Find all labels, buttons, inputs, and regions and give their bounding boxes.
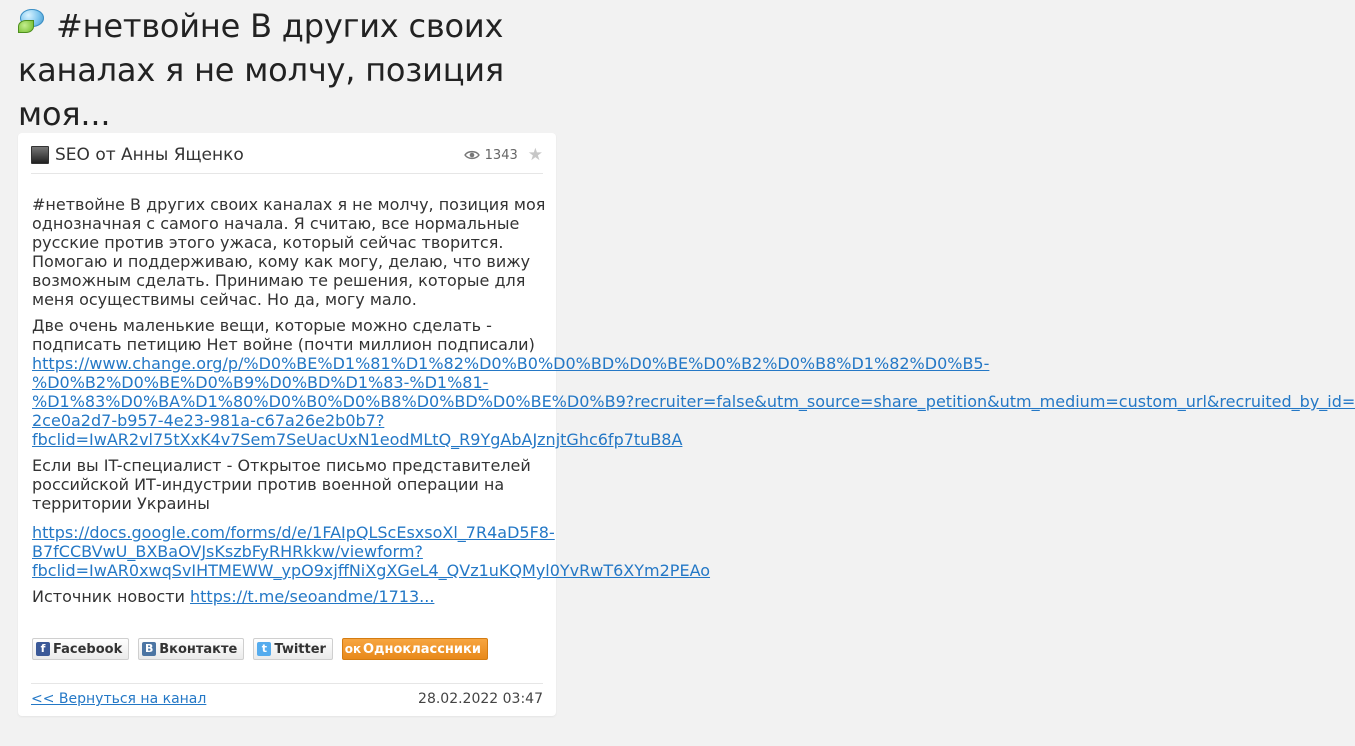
post-footer [31,683,543,707]
it-letter-paragraph: Если вы IT-специалист - Открытое письмо представителей российской ИТ-индустрии против военной операции на территории Украины [32,456,531,513]
odnoklassniki-icon: ок [344,642,362,656]
share-twitter-label: Twitter [274,641,326,657]
views-count: 1343 [484,147,518,163]
form-link-line-3[interactable]: fbclid=IwAR0xwqSvIHTMEWW_ypO9xjffNiXgXGeL4_QVz1uKQMyl0YvRwT6XYm2PEAo [32,561,711,580]
share-vkontakte-label: Вконтакте [159,641,238,657]
share-vkontakte-button[interactable] [138,638,244,660]
share-buttons [32,638,488,660]
petition-paragraph [32,316,1355,449]
post-header [31,141,543,174]
vkontakte-icon: B [142,642,156,656]
form-link-line-1[interactable]: https://docs.google.com/forms/d/e/1FAIpQLScEsxsoXl_7R4aD5F8- [32,523,555,542]
share-twitter-button[interactable] [253,638,333,660]
share-facebook-button[interactable] [32,638,129,660]
form-link-line-2[interactable]: B7fCCBVwU_BXBaOVJsKszbFyRHRkkw/viewform? [32,542,423,561]
post-paragraph: #нетвойне В других своих каналах я не молчу, позиция моя однозначная с самого начала. Я считаю, все нормальные русские против этого ужаса, который сейчас творится. Помогаю и поддерживаю, кому как могу, делаю, что вижу возможным сделать. Принимаю те решения, которые для меня осуществимы сейчас. Но да, могу мало. [32,195,546,309]
page-title-text: #нетвойне В других своих каналах я не молчу, позиция моя... [18,7,504,133]
source-paragraph [32,587,552,606]
channel-avatar[interactable] [31,146,49,164]
channel-name[interactable]: SEO от Анны Ященко [55,145,244,165]
source-link[interactable]: https://t.me/seoandme/1713... [190,587,435,606]
petition-text: Две очень маленькие вещи, которые можно сделать - подписать петицию Нет войне (почти миллион подписали) [32,316,535,354]
back-to-channel-link[interactable]: << Вернуться на канал [31,691,207,707]
petition-link-line-1[interactable]: https://www.change.org/p/%D0%BE%D1%81%D1%82%D0%B0%D0%BD%D0%BE%D0%B2%D0%B8%D1%82%D0%B5- [32,354,990,373]
share-facebook-label: Facebook [53,641,123,657]
star-icon[interactable]: ★ [527,144,543,165]
source-label: Источник новости [32,587,185,606]
petition-link-line-2[interactable]: %D0%B2%D0%BE%D0%B9%D0%BD%D1%83-%D1%81- [32,373,489,392]
views-counter [464,144,543,165]
share-odnoklassniki-button[interactable] [342,638,488,660]
post-card [18,133,1355,716]
eye-icon [464,150,480,160]
post-body [32,195,1355,613]
petition-link-line-5[interactable]: fbclid=IwAR2vl75tXxK4v7Sem7SeUacUxN1eodMLtQ_R9YgAbAJznjtGhc6fp7tuB8A [32,430,683,449]
post-date: 28.02.2022 03:47 [418,691,543,707]
twitter-icon: t [257,642,271,656]
page-title [18,4,578,136]
facebook-icon: f [36,642,50,656]
share-odnoklassniki-label: Одноклассники [362,641,481,657]
form-link-paragraph [32,523,711,580]
petition-link-line-3[interactable]: %D1%83%D0%BA%D1%80%D0%B0%D0%B8%D0%BD%D0%BE%D0%B9?recruiter=false&utm_source=share_petition&utm_medium=custom_url&recruited_by_id= [32,392,1355,411]
chat-bubble-icon [18,9,48,33]
petition-link-line-4[interactable]: 2ce0a2d7-b957-4e23-981a-c67a26e2b0b7? [32,411,385,430]
